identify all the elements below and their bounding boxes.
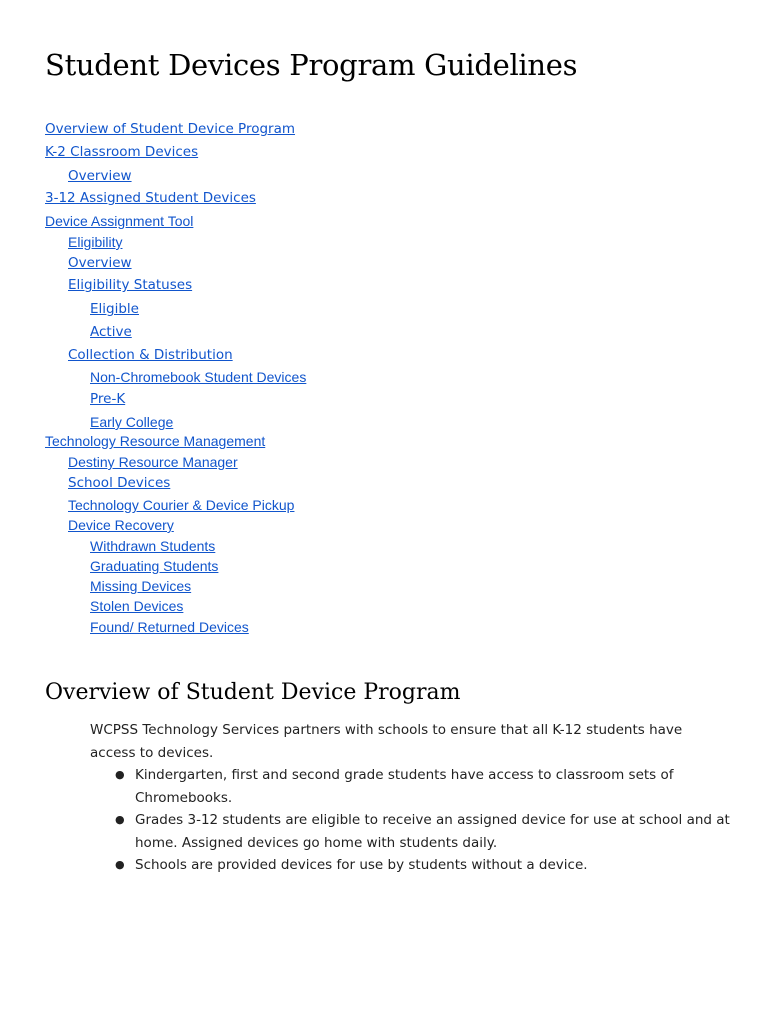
toc-link[interactable]: Pre-K	[90, 391, 126, 407]
list-item	[90, 809, 730, 854]
bullet-icon: ●	[115, 858, 125, 871]
toc-link[interactable]: Graduating Students	[90, 558, 219, 574]
list-item	[90, 854, 730, 877]
list-item-text: Kindergarten, first and second grade students have access to classroom sets of Chromebooks.	[135, 767, 674, 806]
toc-link[interactable]: Active	[90, 324, 132, 340]
toc-link[interactable]: Early College	[90, 414, 174, 430]
toc-link[interactable]: Stolen Devices	[90, 598, 184, 614]
toc-link[interactable]: Missing Devices	[90, 578, 192, 594]
bullet-icon: ●	[115, 813, 125, 826]
section-heading: Overview of Student Device Program	[45, 680, 461, 705]
toc-link[interactable]: Overview	[68, 255, 132, 271]
bullet-list	[90, 764, 730, 877]
toc-link[interactable]: Collection & Distribution	[68, 347, 233, 363]
toc-link[interactable]: 3-12 Assigned Student Devices	[45, 190, 256, 206]
bullet-icon: ●	[115, 768, 125, 781]
toc-link[interactable]: Eligibility Statuses	[68, 277, 193, 293]
toc-link[interactable]: Overview of Student Device Program	[45, 121, 296, 137]
document-title: Student Devices Program Guidelines	[45, 48, 578, 82]
toc-link[interactable]: Non-Chromebook Student Devices	[90, 369, 307, 385]
list-item-text: Grades 3-12 students are eligible to receive an assigned device for use at school and at home. Assigned devices go home with students daily.	[135, 812, 730, 851]
toc-link[interactable]: Overview	[68, 168, 132, 184]
toc-link[interactable]: Device Assignment Tool	[45, 213, 194, 229]
toc-link[interactable]: School Devices	[68, 475, 171, 491]
toc-link[interactable]: Eligibility	[68, 234, 123, 250]
toc-link[interactable]: Withdrawn Students	[90, 538, 216, 554]
list-item-text: Schools are provided devices for use by students without a device.	[135, 857, 588, 873]
toc-link[interactable]: Destiny Resource Manager	[68, 454, 238, 470]
toc-link[interactable]: Found/ Returned Devices	[90, 619, 249, 635]
toc-link[interactable]: Technology Resource Management	[45, 433, 266, 449]
toc-link[interactable]: Technology Courier & Device Pickup	[68, 497, 295, 513]
toc-link[interactable]: Device Recovery	[68, 517, 174, 533]
toc-link[interactable]: Eligible	[90, 301, 139, 317]
section-intro: WCPSS Technology Services partners with schools to ensure that all K-12 students have access to devices.	[90, 722, 683, 761]
list-item	[90, 764, 730, 809]
toc-link[interactable]: K-2 Classroom Devices	[45, 144, 199, 160]
